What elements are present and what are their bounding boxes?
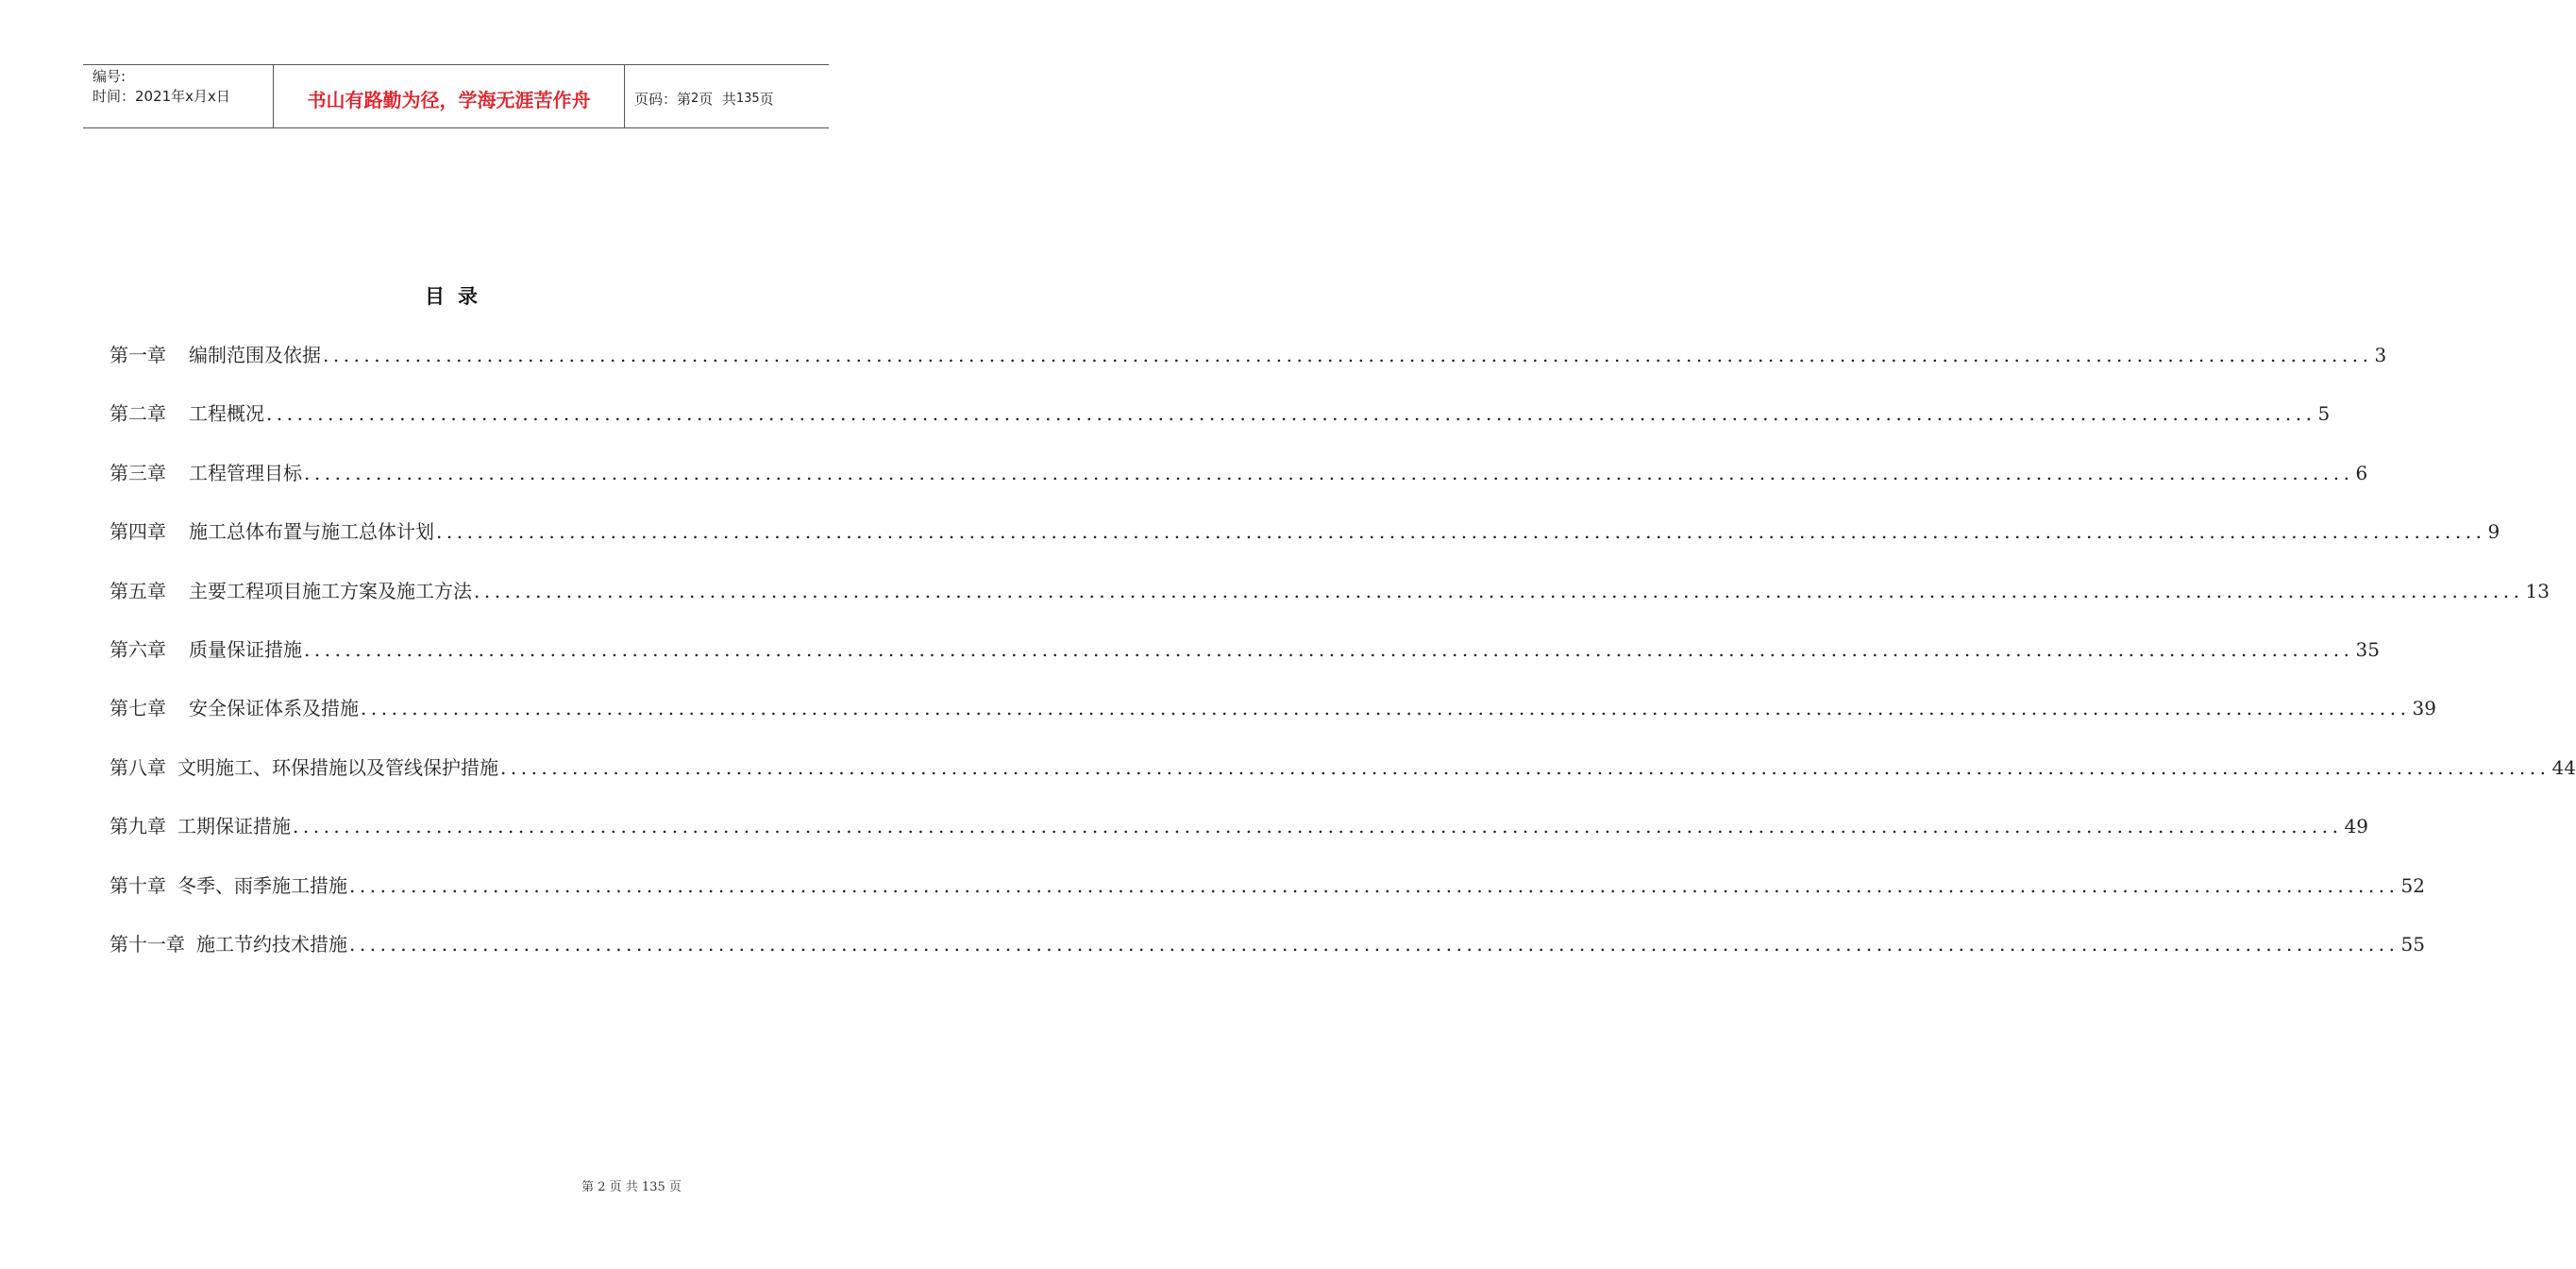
- page-mid: 页 共: [699, 90, 736, 108]
- toc-dot-leader: ........................................................................................................................................................................................................: [361, 697, 2411, 720]
- toc-chapter-label: 第十章: [109, 873, 166, 897]
- toc-page-number: 44: [2551, 755, 2576, 779]
- toc-entry-title: 工期保证措施: [177, 815, 291, 838]
- page-header: [83, 64, 829, 128]
- toc-entry[interactable]: [109, 753, 2576, 811]
- toc-entry[interactable]: [109, 398, 2331, 457]
- toc-chapter-label: 第六章: [109, 637, 166, 661]
- page-prefix: 页码：第: [634, 90, 692, 108]
- toc-entry[interactable]: [109, 929, 2425, 988]
- toc-chapter-label: 第十一章: [109, 932, 185, 956]
- toc-page-number: 35: [2355, 637, 2380, 661]
- toc-entry-title: 编制范围及依据: [189, 344, 321, 366]
- toc-entry[interactable]: [109, 634, 2380, 693]
- header-motto: 书山有路勤为径，学海无涯苦作舟: [274, 65, 625, 127]
- toc-chapter-label: 第九章: [109, 815, 166, 838]
- toc-chapter-label: 第三章: [109, 461, 166, 484]
- toc-entry-title: 工程概况: [189, 402, 264, 426]
- header-page-info: [625, 65, 829, 127]
- toc-page-number: 6: [2355, 461, 2368, 484]
- toc-entry[interactable]: [109, 576, 2550, 634]
- toc-entry-title: 冬季、雨季施工措施: [177, 873, 347, 897]
- toc-entry-title: 工程管理目标: [189, 461, 302, 484]
- page-total: 135: [735, 91, 760, 106]
- toc-entry-title: 质量保证措施: [189, 637, 302, 661]
- toc-entry-title: 文明施工、环保措施以及管线保护措施: [177, 755, 498, 779]
- toc-chapter-label: 第八章: [109, 755, 166, 779]
- toc-dot-leader: ........................................................................................................................................................................................................: [349, 932, 2399, 956]
- toc-chapter-label: 第五章: [109, 579, 166, 602]
- toc-page-number: 9: [2487, 520, 2500, 544]
- toc-page-number: 39: [2412, 697, 2436, 720]
- toc-dot-leader: ........................................................................................................................................................................................................: [349, 873, 2399, 897]
- toc-chapter-label: 第七章: [109, 697, 166, 720]
- toc-list: [109, 340, 2576, 988]
- toc-entry-title: 主要工程项目施工方案及施工方法: [189, 579, 472, 602]
- toc-entry[interactable]: [109, 871, 2425, 929]
- toc-dot-leader: ........................................................................................................................................................................................................: [304, 461, 2354, 484]
- toc-entry-title: 施工总体布置与施工总体计划: [189, 520, 434, 544]
- page-number: 2: [691, 91, 699, 106]
- toc-dot-leader: ........................................................................................................................................................................................................: [266, 402, 2316, 426]
- toc-entry-title: 安全保证体系及措施: [189, 697, 359, 720]
- serial-label: 编号:: [93, 68, 126, 85]
- toc-page-number: 55: [2400, 932, 2425, 956]
- toc-dot-leader: ........................................................................................................................................................................................................: [293, 815, 2343, 838]
- page-footer: 第 2 页 共 135 页: [581, 1180, 682, 1194]
- toc-chapter-label: 第四章: [109, 520, 166, 544]
- toc-dot-leader: ........................................................................................................................................................................................................: [500, 755, 2551, 779]
- toc-dot-leader: ........................................................................................................................................................................................................: [323, 344, 2373, 366]
- toc-page-number: 3: [2374, 344, 2387, 366]
- toc-page-number: 52: [2400, 873, 2425, 897]
- toc-entry[interactable]: [109, 693, 2436, 752]
- toc-chapter-label: 第一章: [109, 344, 166, 366]
- toc-entry[interactable]: [109, 516, 2500, 575]
- header-meta: [83, 65, 274, 127]
- toc-page-number: 13: [2525, 579, 2550, 602]
- time-label: 时间：2021年x月x日: [93, 88, 230, 105]
- toc-page-number: 49: [2344, 815, 2368, 838]
- toc-entry[interactable]: [109, 458, 2368, 516]
- toc-entry[interactable]: [109, 811, 2368, 870]
- page-suffix: 页: [759, 90, 774, 108]
- toc-page-number: 5: [2317, 402, 2331, 426]
- toc-entry-title: 施工节约技术措施: [196, 932, 347, 956]
- toc-entry[interactable]: [109, 340, 2387, 398]
- toc-dot-leader: ........................................................................................................................................................................................................: [304, 637, 2354, 661]
- toc-dot-leader: ........................................................................................................................................................................................................: [436, 520, 2486, 544]
- toc-chapter-label: 第二章: [109, 402, 166, 426]
- toc-title: 目录: [425, 285, 491, 308]
- toc-dot-leader: ........................................................................................................................................................................................................: [474, 579, 2524, 602]
